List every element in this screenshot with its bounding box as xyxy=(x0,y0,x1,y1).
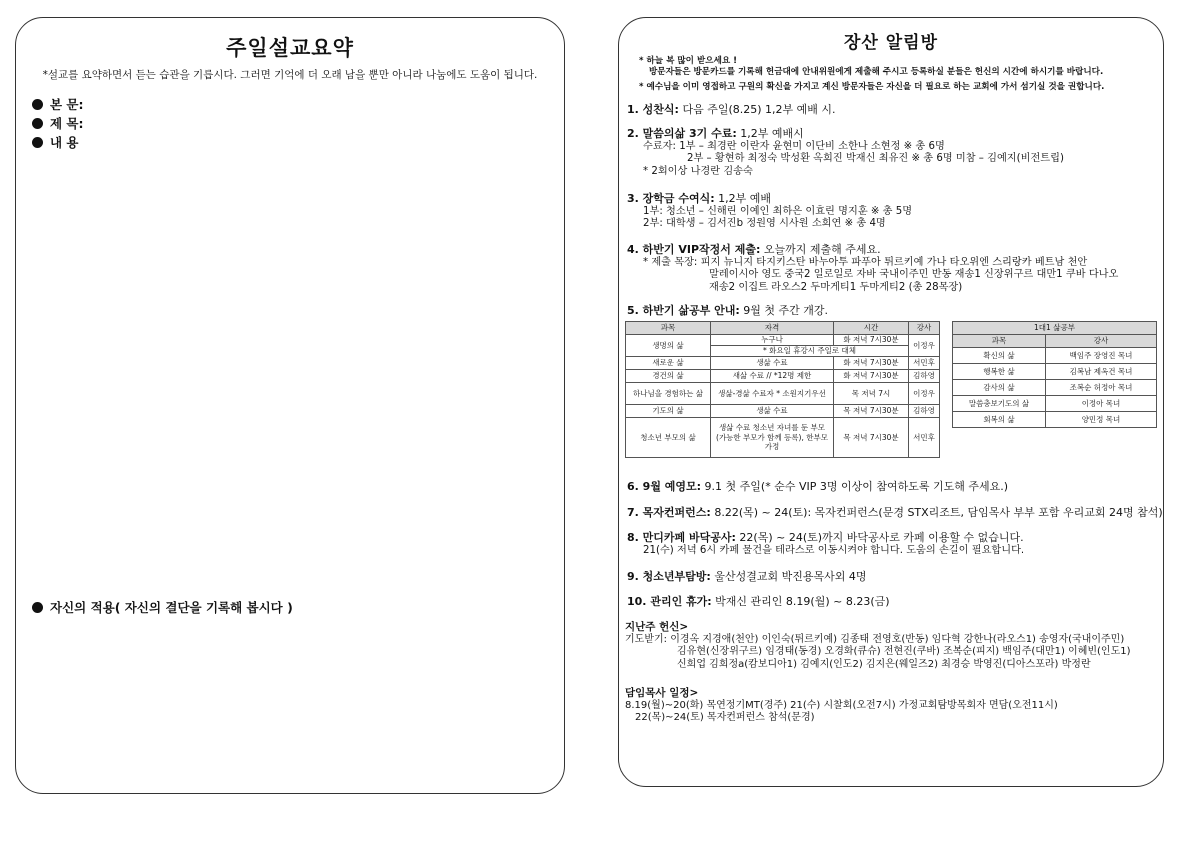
offering-section: 지난주 헌신> 기도받기: 이경옥 지경애(천안) 이인숙(튀르키예) 김종태 전영호(반동) 임다혁 강한나(라오스1) 송영자(국내이주민) 김유현(신장위구르) 임경태(동경) 오경화(큐슈) 전현진(쿠바) 조복순(피지) 백임주(대만1) 이혜빈(인도1) 신희업 김희정a(캄보디아1) 김예지(인도2) 김지은(웨일즈2) 최경승 박영진(디아스포라) 박정란 xyxy=(625,621,1131,670)
field-content: 내 용 xyxy=(32,133,84,152)
announcements-panel xyxy=(618,17,1164,787)
notice-line: * 예수님을 이미 영접하고 구원의 확신을 가지고 계신 방문자들은 자신을 더 필요로 하는 교회에 가서 섬기실 것을 권합니다. xyxy=(639,82,1105,92)
field-scripture: 본 문: xyxy=(32,95,84,114)
visitor-notice xyxy=(639,56,1104,93)
announcement-item: 6. 9월 예영모: 9.1 첫 주일(* 순수 VIP 3명 이상이 참여하도록 기도해 주세요.) xyxy=(627,480,1009,493)
notice-line: * 하늘 복 많이 받으세요 ! xyxy=(639,56,738,66)
life-study-table xyxy=(625,321,940,458)
table-header: 시간 xyxy=(834,322,909,335)
table-row: 감사의 삶 조복순 허정아 목녀 xyxy=(953,380,1157,396)
announcement-item: 5. 하반기 삶공부 안내: 9월 첫 주간 개강. xyxy=(627,304,828,317)
bullet-icon xyxy=(32,99,43,110)
table-row: 청소년 부모의 삶 생삶 수료 청소년 자녀를 둔 부모 (가능한 부모가 함께 등록), 한부모 가정 목 저녁 7시30분 서민후 xyxy=(626,418,940,458)
table-row: 기도의 삶 생삶 수료 목 저녁 7시30분 김하영 xyxy=(626,405,940,418)
bullet-icon xyxy=(32,602,43,613)
table-row: 회복의 삶 양민정 목녀 xyxy=(953,412,1157,428)
announcement-item: 9. 청소년부탐방: 울산성결교회 박진용목사외 4명 xyxy=(627,570,867,583)
table-row: 새로운 삶 생삶 수료 화 저녁 7시30분 서민후 xyxy=(626,357,940,370)
table-title: 1대1 삶공부 xyxy=(953,322,1157,335)
field-title: 제 목: xyxy=(32,114,84,133)
table-header: 강사 xyxy=(909,322,940,335)
announcement-item: 3. 장학금 수여식: 1,2부 예배 1부: 청소년 – 신해린 이예인 최하은 이효린 명지훈 ※ 총 5명 2부: 대학생 – 김서진b 정원영 시사원 소희연 ※ 총 4명 xyxy=(627,192,913,229)
bullet-icon xyxy=(32,118,43,129)
table-header: 과목 xyxy=(626,322,711,335)
announcement-item: 7. 목자컨퍼런스: 8.22(목) ~ 24(토): 목자컨퍼런스(문경 STX리조트, 담임목사 부부 포함 우리교회 24명 참석) xyxy=(627,506,1163,519)
pastor-schedule-section: 담임목사 일정> 8.19(월)~20(화) 목연정기MT(경주) 21(수) 시찰회(오전7시) 가정교회탐방목회자 면담(오전11시) 22(목)~24(토) 목자컨퍼런스 참석(문경) xyxy=(625,687,1058,723)
announcement-item: 1. 성찬식: 다음 주일(8.25) 1,2부 예배 시. xyxy=(627,103,836,116)
table-row: 확신의 삶 백임주 장영진 목녀 xyxy=(953,348,1157,364)
table-header: 과목 xyxy=(953,335,1046,348)
announcements-title: 장산 알림방 xyxy=(843,33,939,53)
table-header: 자격 xyxy=(711,322,834,335)
one-on-one-study-table xyxy=(952,321,1157,428)
announcement-item: 2. 말씀의삶 3기 수료: 1,2부 예배시 수료자: 1부 – 최경란 이란자 윤현미 이단비 소한나 소현정 ※ 총 6명 2부 – 황현하 최정숙 박성환 옥희진 박재신 최유진 ※ 총 6명 미참 – 김예지(비전트립) * 2회이상 나경란 김송숙 xyxy=(627,127,1064,177)
table-row: 말씀충보기도의 삶 이정아 목녀 xyxy=(953,396,1157,412)
sermon-summary-panel xyxy=(15,17,565,794)
sermon-summary-title: 주일설교요약 xyxy=(226,36,354,60)
table-row: * 화요일 휴강시 주일로 대체 xyxy=(626,346,940,357)
table-row: 경건의 삶 새삶 수료 // *12명 제한 화 저녁 7시30분 김하영 xyxy=(626,370,940,383)
table-row: 행복한 삶 김복남 제옥건 목녀 xyxy=(953,364,1157,380)
bullet-icon xyxy=(32,137,43,148)
sermon-fields xyxy=(32,95,84,152)
table-header: 강사 xyxy=(1046,335,1157,348)
table-row: 생명의 삶 누구나 화 저녁 7시30분 이정우 xyxy=(626,335,940,346)
announcement-item: 10. 관리인 휴가: 박재신 관리인 8.19(월) ~ 8.23(금) xyxy=(627,595,890,608)
table-row: 하나님을 경험하는 삶 생삶-경삶 수료자 * 소원지기우선 목 저녁 7시 이정우 xyxy=(626,383,940,405)
field-application: 자신의 적용( 자신의 결단을 기록해 봅시다 ) xyxy=(32,598,293,616)
sermon-summary-subtitle: *설교를 요약하면서 듣는 습관을 기릅시다. 그러면 기억에 더 오래 남을 뿐만 아니라 나눔에도 도움이 됩니다. xyxy=(42,69,538,81)
announcement-item: 4. 하반기 VIP작정서 제출: 오늘까지 제출해 주세요. * 제출 목장: 피지 뉴니지 타지키스탄 바누아투 파푸아 튀르키예 가나 타오위엔 스리랑카 베트남 천안 말레이시아 영도 중국2 일로일로 자바 국내이주민 반동 재송1 신장위구르 대만1 쿠바 다나오 재송2 이집트 라오스2 두마게티1 두마게티2 (총 28목장) xyxy=(627,243,1119,293)
notice-line: 방문자들은 방문카드를 기록해 헌금대에 안내위원에게 제출해 주시고 등록하실 분들은 헌신의 시간에 하시기를 바랍니다. xyxy=(649,67,1104,77)
announcement-item: 8. 만디카페 바닥공사: 22(목) ~ 24(토)까지 바닥공사로 카페 이용할 수 없습니다. 21(수) 저녁 6시 카페 물건을 테라스로 이동시켜야 합니다. 도움의 손길이 필요합니다. xyxy=(627,531,1025,556)
